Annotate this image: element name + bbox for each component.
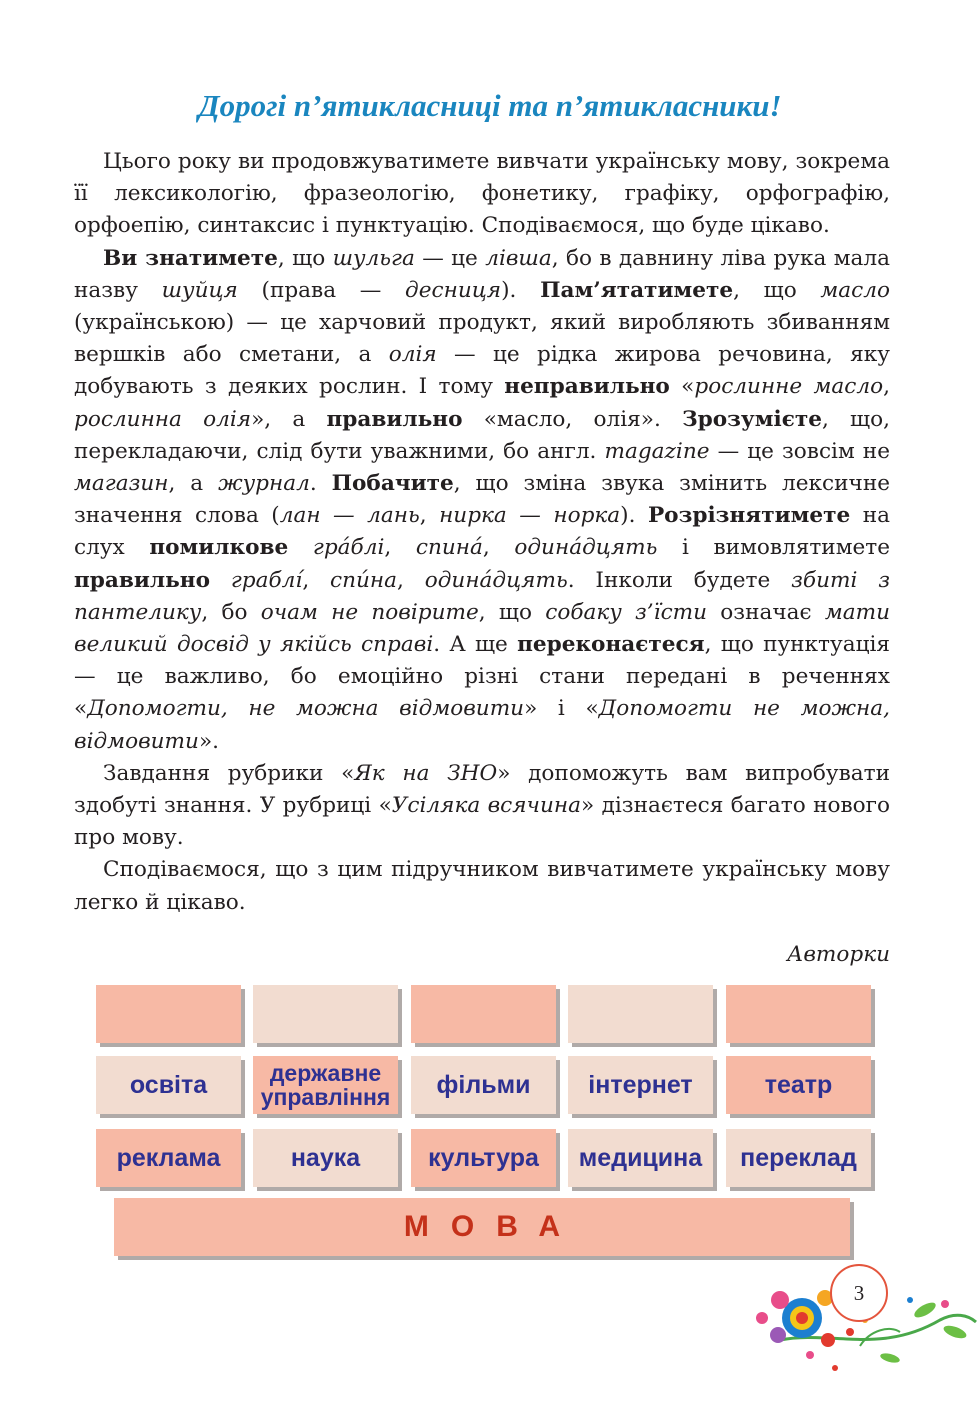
paragraph: Ви знатимете, що шульга — це лівша, бо в давнину ліва рука мала назву шуйця (права — десниця). Пам’ятатимете, що масло (українською) — це харчовий продукт, який виробляють збиванням вершків або сметани, а олія — це рідка жирова речовина, яку добувають з деяких рослин. І тому неправильно «рослинне масло, рослинна олія», а правильно «масло, олія». Зрозумієте, що, перекладаючи, слід бути уважними, бо англ. magazine — це зовсім не магазин, а журнал. Побачите, що зміна звука змінить лексичне значення слова (лан — лань, нирка — норка). Розрізнятимете на слух помилкове гра́блі, спина́, одина́дцять і вимовлятимете правильно граблі́, спи́на, одина́дцять. Інколи будете збиті з пантелику, бо очам не повірите, що собаку з’їсти означає мати великий досвід у якійсь справі. А ще переконаєтеся, що пунктуація — це важливо, бо емоційно різні стани передані в реченнях «Допомогти, не можна відмовити» і «Допомогти не можна, відмовити».	[74, 245, 891, 754]
block-mova: МОВА	[114, 1198, 850, 1256]
empty-block	[253, 985, 398, 1043]
block-derzhavne-upravlinnia: державне управління	[253, 1056, 398, 1114]
block-filmy: фільми	[411, 1056, 556, 1114]
page-number: 3	[830, 1264, 888, 1322]
block-teatr: театр	[726, 1056, 871, 1114]
block-pereklad: переклад	[726, 1129, 871, 1187]
signature: Авторки	[786, 942, 890, 967]
paragraph: Завдання рубрики «Як на ЗНО» допоможуть вам випробувати здобуті знання. У рубриці «Усіляка всячина» дізнаєтеся багато нового про мову.	[74, 760, 890, 851]
empty-block	[96, 985, 241, 1043]
block-medytsyna: медицина	[568, 1129, 713, 1187]
block-nauka: наука	[253, 1129, 398, 1187]
empty-block	[411, 985, 556, 1043]
block-kultura: культура	[411, 1129, 556, 1187]
paragraph: Цього року ви продовжуватимете вивчати українську мову, зокрема її лексикологію, фразеологію, фонетику, графіку, орфографію, орфоепію, синтаксис і пунктуацію. Сподіваємося, що буде цікаво.	[74, 149, 890, 239]
empty-block	[726, 985, 871, 1043]
block-osvita: освіта	[96, 1056, 241, 1114]
page-title: Дорогі п’ятикласниці та п’ятикласники!	[198, 88, 782, 123]
block-reklama: реклама	[96, 1129, 241, 1187]
paragraph: Сподіваємося, що з цим підручником вивчатимете українську мову легко й цікаво.	[74, 857, 890, 915]
block-internet: інтернет	[568, 1056, 713, 1114]
empty-block	[568, 985, 713, 1043]
